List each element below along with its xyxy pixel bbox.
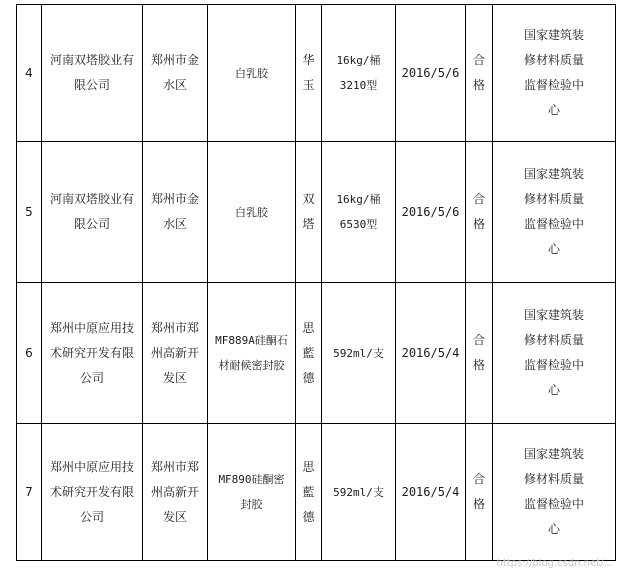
- cell-result-line: 格: [472, 358, 485, 372]
- cell-brand: [296, 5, 322, 142]
- cell-result: [466, 5, 493, 142]
- cell-date: [396, 283, 466, 424]
- cell-brand-line: 德: [302, 509, 315, 524]
- cell-brand-line: 双: [302, 192, 315, 206]
- cell-location-line: 发区: [162, 509, 187, 524]
- cell-product: [208, 142, 296, 283]
- cell-product-line: 白乳胶: [235, 66, 268, 80]
- cell-agency-line: 监督检验中: [524, 217, 585, 231]
- cell-spec-line: 16kg/桶: [336, 193, 381, 206]
- cell-result: [466, 283, 493, 424]
- cell-index-text: 7: [25, 484, 33, 499]
- cell-location: [143, 5, 208, 142]
- cell-company-line: 术研究开发有限: [49, 484, 134, 499]
- cell-company: [42, 424, 143, 561]
- cell-agency-line: 心: [548, 103, 561, 117]
- cell-product: [208, 5, 296, 142]
- cell-spec-line: 592ml/支: [333, 485, 384, 499]
- cell-product-line: 封胶: [240, 498, 263, 511]
- cell-spec-line: 6530型: [339, 218, 378, 231]
- cell-agency-line: 修材料质量: [524, 333, 585, 347]
- table-row: [17, 5, 616, 142]
- cell-company-line: 公司: [79, 509, 104, 524]
- cell-location: [143, 283, 208, 424]
- cell-location: [143, 424, 208, 561]
- cell-brand: [296, 424, 322, 561]
- cell-date: [396, 424, 466, 561]
- table-body: [17, 5, 616, 561]
- cell-location-line: 发区: [162, 370, 187, 385]
- cell-company-line: 公司: [79, 370, 104, 385]
- cell-spec: [322, 142, 396, 283]
- cell-agency-line: 心: [548, 522, 561, 536]
- cell-result-line: 合: [472, 333, 485, 347]
- cell-location-line: 水区: [162, 217, 187, 231]
- cell-date-text: 2016/5/4: [401, 345, 460, 360]
- cell-index-text: 5: [25, 204, 33, 219]
- cell-product-line: 白乳胶: [235, 205, 268, 219]
- cell-location-line: 郑州市郑: [150, 459, 199, 474]
- cell-date-text: 2016/5/6: [401, 65, 460, 80]
- cell-company-line: 限公司: [73, 217, 110, 231]
- cell-company: [42, 283, 143, 424]
- cell-location-line: 州高新开: [150, 484, 199, 499]
- cell-index: [17, 424, 42, 561]
- cell-location-line: 水区: [162, 78, 187, 92]
- cell-date-text: 2016/5/4: [401, 484, 460, 499]
- table-row: [17, 283, 616, 424]
- cell-brand-line: 思: [302, 320, 315, 335]
- cell-result: [466, 142, 493, 283]
- cell-date-text: 2016/5/6: [401, 204, 460, 219]
- cell-agency-line: 监督检验中: [524, 358, 585, 372]
- cell-location-line: 郑州市金: [150, 192, 199, 206]
- cell-index-text: 4: [25, 65, 33, 80]
- cell-company-line: 郑州中原应用技: [49, 320, 134, 335]
- cell-brand-line: 华: [302, 53, 315, 67]
- table-row: [17, 424, 616, 561]
- cell-result-line: 合: [472, 192, 485, 206]
- cell-company-line: 河南双塔胶业有: [49, 192, 134, 206]
- cell-brand-line: 思: [302, 459, 315, 474]
- cell-spec-line: 592ml/支: [333, 346, 384, 360]
- cell-agency-line: 国家建筑装: [524, 167, 585, 181]
- cell-result-line: 合: [472, 472, 485, 486]
- cell-index: [17, 142, 42, 283]
- cell-result-line: 合: [472, 53, 485, 67]
- cell-location-line: 郑州市郑: [150, 320, 199, 335]
- cell-agency: [493, 424, 616, 561]
- cell-result-line: 格: [472, 217, 485, 231]
- cell-company-line: 河南双塔胶业有: [49, 53, 134, 67]
- cell-company-line: 限公司: [73, 78, 110, 92]
- cell-agency-line: 修材料质量: [524, 472, 585, 486]
- cell-location-line: 州高新开: [150, 345, 199, 360]
- cell-spec: [322, 424, 396, 561]
- cell-product: [208, 424, 296, 561]
- cell-brand-line: 藍: [302, 484, 315, 499]
- cell-brand-line: 塔: [302, 217, 315, 231]
- cell-company-line: 郑州中原应用技: [49, 459, 134, 474]
- cell-agency-line: 国家建筑装: [524, 308, 585, 322]
- cell-brand: [296, 283, 322, 424]
- cell-agency-line: 国家建筑装: [524, 447, 585, 461]
- cell-location: [143, 142, 208, 283]
- cell-agency-line: 监督检验中: [524, 497, 585, 511]
- cell-company-line: 术研究开发有限: [49, 345, 134, 360]
- cell-index: [17, 5, 42, 142]
- cell-brand-line: 德: [302, 370, 315, 385]
- cell-date: [396, 5, 466, 142]
- cell-brand-line: 玉: [302, 78, 315, 92]
- cell-spec-line: 16kg/桶: [336, 54, 381, 67]
- cell-spec: [322, 5, 396, 142]
- watermark-text: https://blog.csdn.net/...: [496, 558, 613, 569]
- cell-agency-line: 国家建筑装: [524, 28, 585, 42]
- cell-company: [42, 5, 143, 142]
- cell-brand-line: 藍: [302, 345, 315, 360]
- cell-agency-line: 修材料质量: [524, 53, 585, 67]
- cell-agency-line: 监督检验中: [524, 78, 585, 92]
- cell-agency: [493, 283, 616, 424]
- cell-agency-line: 修材料质量: [524, 192, 585, 206]
- cell-agency: [493, 142, 616, 283]
- cell-index: [17, 283, 42, 424]
- cell-product: [208, 283, 296, 424]
- cell-product-line: MF889A硅酮石: [215, 334, 288, 347]
- cell-result: [466, 424, 493, 561]
- cell-product-line: MF890硅酮密: [218, 473, 285, 486]
- inspection-results-table: [16, 4, 616, 561]
- cell-agency-line: 心: [548, 242, 561, 256]
- cell-location-line: 郑州市金: [150, 53, 199, 67]
- table-row: [17, 142, 616, 283]
- cell-agency: [493, 5, 616, 142]
- cell-spec: [322, 283, 396, 424]
- cell-date: [396, 142, 466, 283]
- cell-result-line: 格: [472, 78, 485, 92]
- cell-result-line: 格: [472, 497, 485, 511]
- cell-agency-line: 心: [548, 383, 561, 397]
- cell-spec-line: 3210型: [339, 79, 378, 92]
- cell-index-text: 6: [25, 345, 33, 360]
- cell-product-line: 材耐候密封胶: [218, 359, 285, 372]
- cell-brand: [296, 142, 322, 283]
- cell-company: [42, 142, 143, 283]
